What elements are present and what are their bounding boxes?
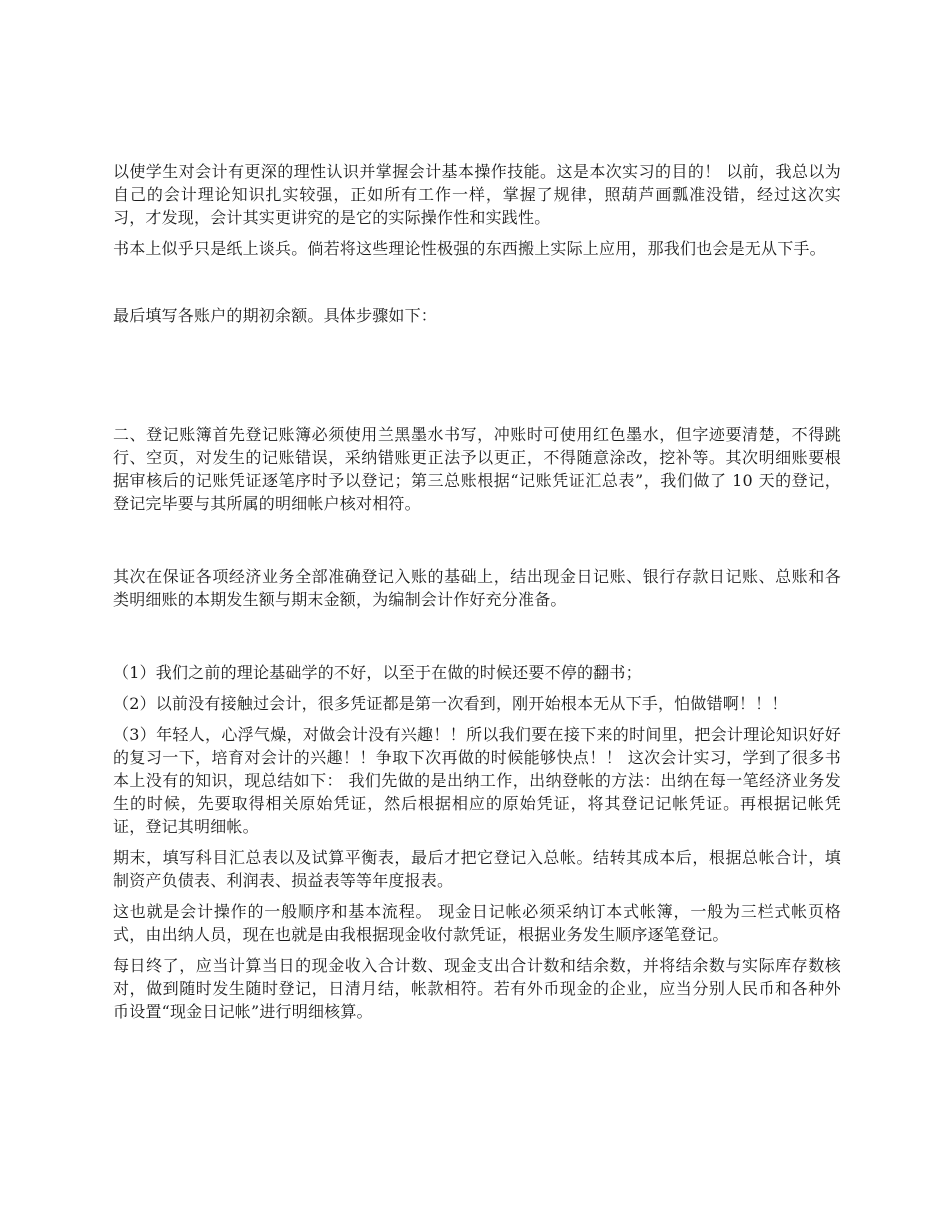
paragraph-purpose: 以使学生对会计有更深的理性认识并掌握会计基本操作技能。这是本次实习的目的！ 以前，我总以为自己的会计理论知识扎实较强，正如所有工作一样，掌握了规律，照葫芦画瓢准没错，经过这次实习，才发现，会计其实更讲究的是它的实际操作性和实践性。 bbox=[113, 162, 841, 227]
spacer bbox=[113, 892, 841, 900]
paragraph-ledger-registration: 二、登记账簿首先登记账簿必须使用兰黑墨水书写，冲账时可使用红色墨水，但字迹要清楚，不得跳行、空页，对发生的记账错误，采纳错账更正法予以更正，不得随意涂改，挖补等。其次明细账要根据审核后的记账凭证逐笔序时予以登记；第三总账根据“记账凭证汇总表”，我们做了 10 天的登记，登记完毕要与其所属的明细帐户核对相符。 bbox=[113, 425, 841, 513]
paragraph-cash-journal: 这也就是会计操作的一般顺序和基本流程。 现金日记帐必须采纳订本式帐簿，一般为三栏式帐页格式，由出纳人员，现在也就是由我根据现金收付款凭证，根据业务发生顺序逐笔登记。 bbox=[113, 902, 841, 944]
paragraph-opening-balance: 最后填写各账户的期初余额。具体步骤如下： bbox=[113, 306, 438, 325]
list-item-1: （1）我们之前的理论基础学的不好，以至于在做的时候还要不停的翻书； bbox=[113, 663, 642, 682]
paragraph-period-end: 期末，填写科目汇总表以及试算平衡表，最后才把它登记入总帐。结转其成本后，根据总帐合计，填制资产负债表、利润表、损益表等等年度报表。 bbox=[113, 848, 841, 890]
spacer bbox=[113, 229, 841, 237]
list-item-2: （2）以前没有接触过会计，很多凭证都是第一次看到，刚开始根本无从下手，怕做错啊！！！ bbox=[113, 694, 788, 713]
paragraph-theory: 书本上似乎只是纸上谈兵。倘若将这些理论性极强的东西搬上实际上应用，那我们也会是无从下手。 bbox=[113, 239, 826, 258]
document-body bbox=[113, 160, 841, 1023]
list-item-3: （3）年轻人，心浮气燥，对做会计没有兴趣！！所以我们要在接下来的时间里，把会计理论知识好好的复习一下，培育对会计的兴趣！！争取下次再做的时候能够快点！！ 这次会计实习，学到了很多书本上没有的知识，现总结如下： 我们先做的是出纳工作，出纳登帐的方法：出纳在每一笔经济业务发生的时候，先要取得相关原始凭证，然后根据相应的原始凭证，将其登记记帐凭证。再根据记帐凭证，登记其明细帐。 bbox=[113, 725, 841, 836]
spacer bbox=[113, 611, 841, 661]
spacer bbox=[113, 838, 841, 846]
spacer bbox=[113, 715, 841, 723]
spacer bbox=[113, 327, 841, 423]
spacer bbox=[113, 515, 841, 565]
spacer bbox=[113, 260, 841, 304]
paragraph-closing-amounts: 其次在保证各项经济业务全部准确登记入账的基础上，结出现金日记账、银行存款日记账、总账和各类明细账的本期发生额与期末金额，为编制会计作好充分准备。 bbox=[113, 567, 841, 609]
spacer bbox=[113, 946, 841, 954]
paragraph-daily-close: 每日终了，应当计算当日的现金收入合计数、现金支出合计数和结余数，并将结余数与实际库存数核对，做到随时发生随时登记，日清月结，帐款相符。若有外币现金的企业，应当分别人民币和各种外币设置“现金日记帐”进行明细核算。 bbox=[113, 956, 841, 1021]
spacer bbox=[113, 684, 841, 692]
